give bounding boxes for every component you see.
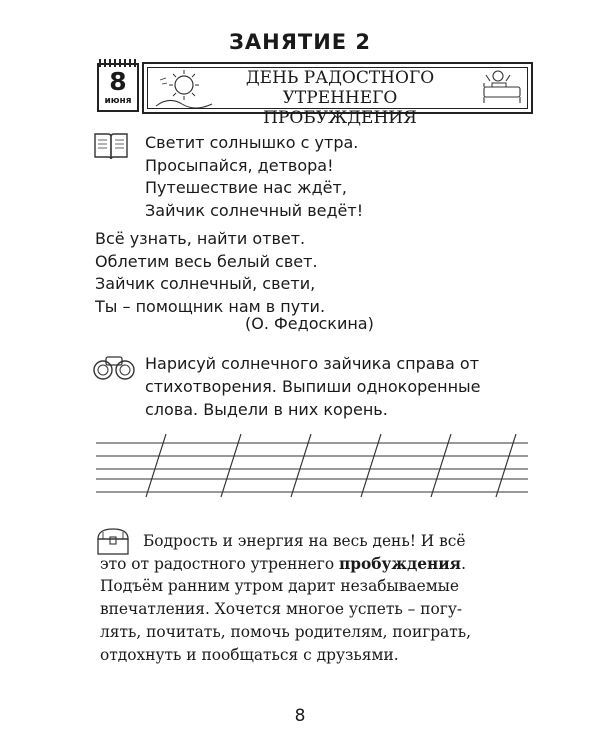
poem-author: (О. Федоскина) <box>245 314 374 333</box>
task-line: стихотворения. Выпиши однокоренные <box>145 377 481 396</box>
poem-line: Зайчик солнечный, свети, <box>95 274 316 293</box>
info-text: это от радостного утреннего <box>100 554 339 573</box>
info-line: впечатления. Хочется многое успеть – погу- <box>100 600 463 619</box>
poem-line: Путешествие нас ждёт, <box>145 178 347 197</box>
task-instructions <box>145 352 540 421</box>
calendar-month: июня <box>104 96 132 106</box>
info-paragraph <box>100 530 540 666</box>
info-line: отдохнуть и пообщаться с друзьями. <box>100 645 399 664</box>
poem-stanza-1 <box>145 132 363 222</box>
banner-title-line1: ДЕНЬ РАДОСТНОГО <box>245 68 435 88</box>
poem-line: Светит солнышко с утра. <box>145 133 359 152</box>
calendar-date <box>97 63 139 112</box>
poem-line: Всё узнать, найти ответ. <box>95 229 306 248</box>
poem-line: Ты – помощник нам в пути. <box>95 296 326 316</box>
poem-stanza-2 <box>95 228 325 318</box>
task-line: Нарисуй солнечного зайчика справа от <box>145 354 480 373</box>
page-number: 8 <box>294 706 306 726</box>
info-line: лять, почитать, помочь родителям, поиграть, <box>100 622 472 641</box>
binoculars-icon <box>92 353 136 381</box>
calendar-day: 8 <box>109 67 127 96</box>
keyword-bold: пробуждения <box>339 554 462 573</box>
info-line: Бодрость и энергия на весь день! И всё <box>143 532 466 550</box>
info-line <box>100 553 540 576</box>
writing-lines[interactable] <box>96 432 528 502</box>
child-waking-in-bed-icon <box>480 67 524 107</box>
lesson-banner <box>142 62 533 128</box>
poem-line: Зайчик солнечный ведёт! <box>145 200 364 220</box>
book-icon <box>93 131 129 161</box>
poem-line: Облетим весь белый свет. <box>95 251 318 271</box>
lesson-title: ЗАНЯТИЕ 2 <box>228 30 372 54</box>
info-line: Подъём ранним утром дарит незабываемые <box>100 577 460 596</box>
task-line: слова. Выдели в них корень. <box>145 400 388 419</box>
banner-title-line2: УТРЕННЕГО ПРОБУЖДЕНИЯ <box>263 88 417 128</box>
info-text: . <box>461 554 466 573</box>
banner-title <box>204 68 476 128</box>
poem-line: Просыпайся, детвора! <box>145 155 334 175</box>
calendar-rings <box>99 59 137 67</box>
